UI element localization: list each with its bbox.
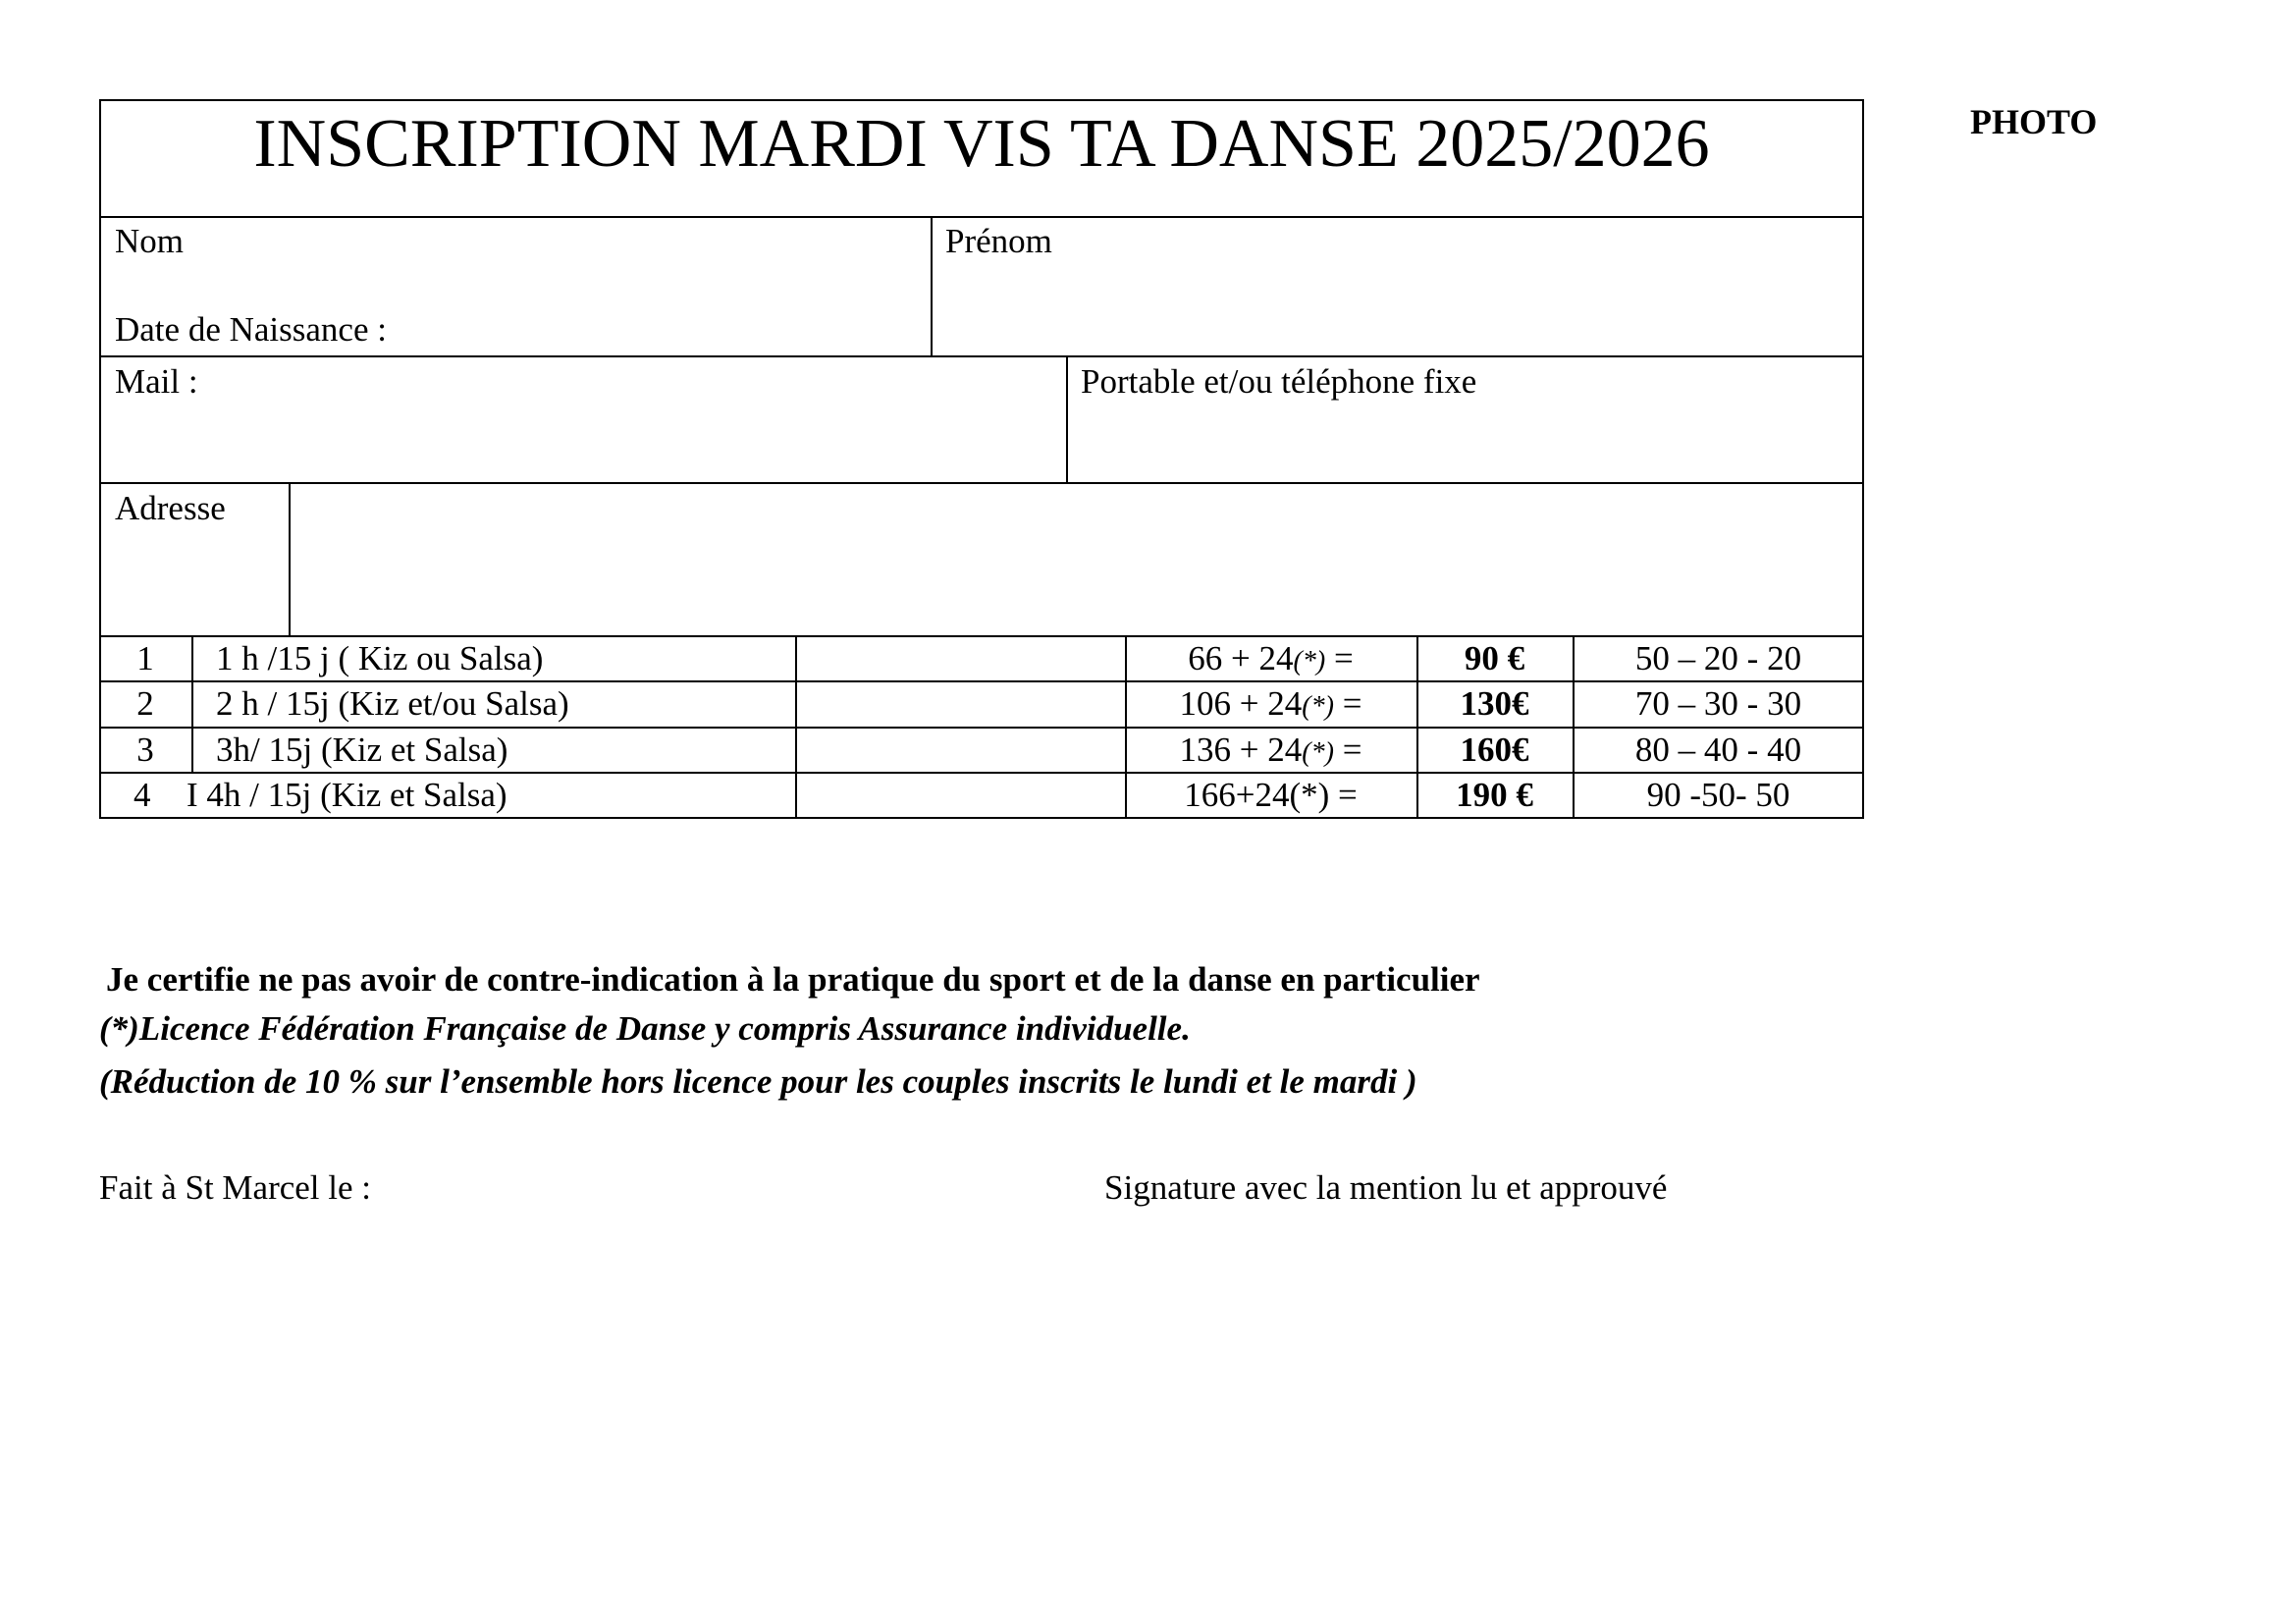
- tarif-total: 160€: [1460, 731, 1529, 769]
- divider: [99, 216, 1864, 218]
- lieu-date-field[interactable]: Fait à St Marcel le :: [99, 1168, 372, 1207]
- tarif-choice-cell[interactable]: [795, 728, 1125, 773]
- tarif-calcul-part: (*): [1293, 646, 1326, 677]
- tarif-choice-cell[interactable]: [795, 636, 1125, 681]
- signature-field[interactable]: Signature avec la mention lu et approuvé: [1104, 1168, 1668, 1207]
- divider: [931, 216, 933, 356]
- tarif-calcul-part: =: [1325, 639, 1354, 677]
- adresse-field[interactable]: Adresse: [115, 489, 226, 527]
- tarif-calcul-part: (*): [1302, 737, 1334, 768]
- tarif-echeances: 90 -50- 50: [1646, 776, 1790, 814]
- tarif-formule: 2 h / 15j (Kiz et/ou Salsa): [216, 684, 569, 723]
- form-title: INSCRIPTION MARDI VIS TA DANSE 2025/2026: [253, 106, 1710, 182]
- tarif-number: 1: [136, 639, 154, 677]
- tarif-calcul: [1125, 636, 1416, 681]
- tarif-calcul-part: =: [1329, 776, 1358, 814]
- certification-text: Je certifie ne pas avoir de contre-indication à la pratique du sport et de la danse en particulier: [106, 960, 1480, 999]
- telephone-field[interactable]: Portable et/ou téléphone fixe: [1081, 362, 1477, 401]
- tarif-formule: 1 h /15 j ( Kiz ou Salsa): [216, 639, 544, 677]
- divider: [99, 99, 1864, 101]
- tarif-total: 90 €: [1464, 639, 1525, 677]
- photo-label: PHOTO: [1970, 102, 2098, 141]
- tarif-number: 4: [133, 776, 151, 814]
- tarif-echeances: 70 – 30 - 30: [1634, 684, 1802, 723]
- divider: [289, 482, 291, 636]
- tarif-choice-cell[interactable]: [795, 773, 1125, 818]
- mail-field[interactable]: Mail :: [115, 362, 198, 401]
- tarif-choice-cell[interactable]: [795, 681, 1125, 727]
- tarif-calcul-part: =: [1333, 684, 1362, 723]
- tarif-calcul-part: 166+24: [1184, 776, 1290, 814]
- tarif-number: 2: [136, 684, 154, 723]
- tarif-total: 130€: [1460, 684, 1529, 723]
- tarif-number: 3: [136, 731, 154, 769]
- reduction-note: (Réduction de 10 % sur l’ensemble hors licence pour les couples inscrits le lundi et le mardi ): [99, 1062, 1417, 1101]
- tarif-calcul-part: =: [1333, 731, 1362, 769]
- licence-note: (*)Licence Fédération Française de Danse y compris Assurance individuelle.: [99, 1009, 1191, 1048]
- tarif-calcul-part: 136 + 24: [1179, 731, 1303, 769]
- nom-field[interactable]: Nom: [115, 222, 184, 260]
- divider: [99, 355, 1864, 357]
- tarif-calcul-part: (*): [1289, 776, 1330, 814]
- prenom-field[interactable]: Prénom: [945, 222, 1052, 260]
- tarif-formule: 3h/ 15j (Kiz et Salsa): [216, 731, 508, 769]
- divider: [99, 482, 1864, 484]
- divider: [1066, 355, 1068, 483]
- date-naissance-field[interactable]: Date de Naissance :: [115, 310, 387, 349]
- tarif-total: 190 €: [1456, 776, 1533, 814]
- divider: [191, 635, 193, 773]
- tarif-calcul-part: (*): [1302, 691, 1334, 722]
- tarif-echeances: 50 – 20 - 20: [1634, 639, 1802, 677]
- tarif-calcul: [1125, 728, 1416, 773]
- tarif-calcul-part: 66 + 24: [1188, 639, 1294, 677]
- tarif-echeances: 80 – 40 - 40: [1634, 731, 1802, 769]
- tarif-formule: I 4h / 15j (Kiz et Salsa): [187, 776, 507, 814]
- tarif-calcul: [1125, 773, 1416, 818]
- tarif-calcul-part: 106 + 24: [1179, 684, 1303, 723]
- tarif-calcul: [1125, 681, 1416, 727]
